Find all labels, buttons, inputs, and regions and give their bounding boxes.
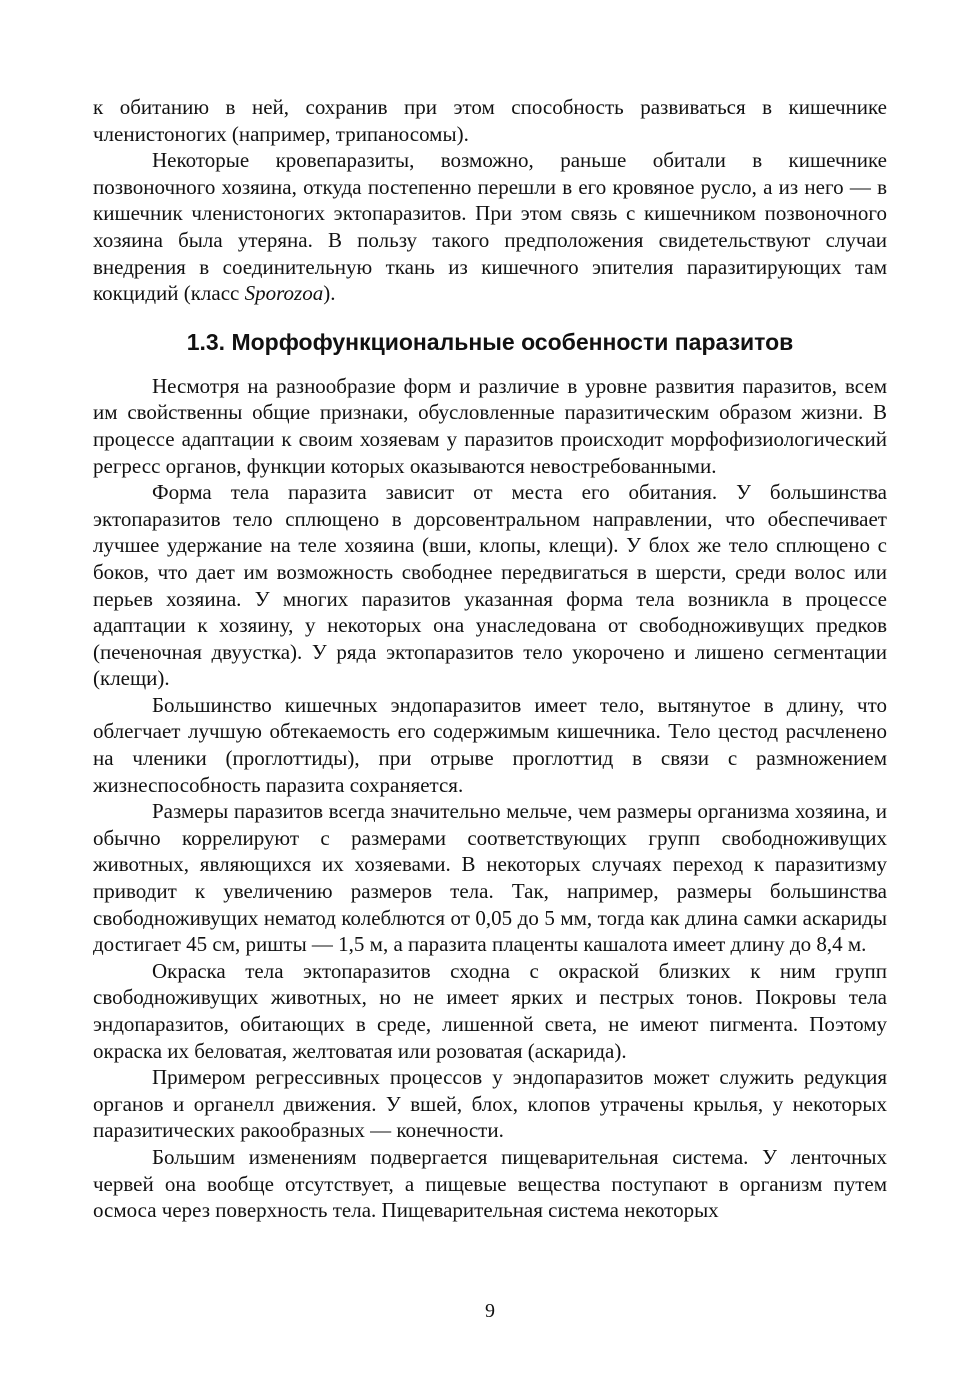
section-heading: 1.3. Морфофункциональные особенности паразитов [186, 328, 794, 355]
paragraph: Большинство кишечных эндопаразитов имеет тело, вытянутое в длину, что облегчает лучшую обтекаемость его содержимым кишечника. Тело цестод расчленено на членики (проглоттиды), при отрыве проглоттид в связи с размножением жизнеспособность паразита сохраняется. [93, 692, 887, 797]
paragraph: Большим изменениям подвергается пищеварительная система. У ленточных червей она вообще отсутствует, а пищевые вещества поступают в организм путем осмоса через поверхность тела. Пищеварительная система некоторых [93, 1144, 887, 1223]
paragraph-text: ). [323, 281, 336, 306]
paragraph: Форма тела паразита зависит от места его обитания. У большинства эктопаразитов тело сплющено в дорсовентральном направлении, что обеспечивает лучшее удержание на теле хозяина (вши, клопы, клещи). У блох же тело сплющено с боков, что дает им возможность свободнее передвигаться в шерсти, среди волос или перьев хозяина. У многих паразитов указанная форма тела возникла в процессе адаптации к хозяину, у некоторых она унаследована от свободноживущих предков (печеночная двуустка). У ряда эктопаразитов тело укорочено и лишено сегментации (клещи). [93, 480, 887, 691]
paragraph: Размеры паразитов всегда значительно мельче, чем размеры организма хозяина, и обычно коррелируют с размерами соответствующих групп свободноживущих животных, являющихся их хозяевами. В некоторых случаях переход к паразитизму приводит к увеличению размеров тела. Так, например, размеры большинства свободноживущих нематод колеблются от 0,05 до 5 мм, тогда как длина самки аскариды достигает 45 см, ришты — 1,5 м, а паразита плаценты кашалота имеет длину до 8,4 м. [93, 799, 887, 957]
paragraph-text: Некоторые кровепаразиты, возможно, раньше обитали в кишечнике позвоночного хозяина, откуда постепенно перешли в его кровяное русло, а из него — в кишечник членистоногих эктопаразитов. При этом связь с кишечником позвоночного хозяина была утеряна. В пользу такого предположения свидетельствуют случаи внедрения в соединительную ткань из кишечного эпителия паразитирующих там кокцидий (класс [93, 148, 887, 306]
paragraph-continuation: к обитанию в ней, сохранив при этом способность развиваться в кишечнике членистоногих (например, трипаносомы). [93, 95, 887, 146]
italic-taxon: Sporozoa [244, 281, 324, 306]
page-number: 9 [485, 1300, 495, 1322]
paragraph-bloodparasites [93, 147, 887, 307]
paragraph: Окраска тела эктопаразитов сходна с окраской близких к ним групп свободноживущих животных, но не имеет ярких и пестрых тонов. Покровы тела эндопаразитов, обитающих в среде, лишенной света, не имеют пигмента. Поэтому окраска их беловатая, желтоватая или розоватая (аскарида). [93, 958, 887, 1063]
paragraph: Несмотря на разнообразие форм и различие в уровне развития паразитов, всем им свойственны общие признаки, обусловленные паразитическим образом жизни. В процессе адаптации к своим хозяевам у паразитов происходит морфофизиологический регресс органов, функции которых оказываются невостребованными. [93, 373, 887, 478]
paragraph: Примером регрессивных процессов у эндопаразитов может служить редукция органов и органелл движения. У вшей, блох, клопов утрачены крылья, у некоторых паразитических ракообразных — конечности. [93, 1065, 887, 1143]
page-body [93, 94, 887, 1224]
